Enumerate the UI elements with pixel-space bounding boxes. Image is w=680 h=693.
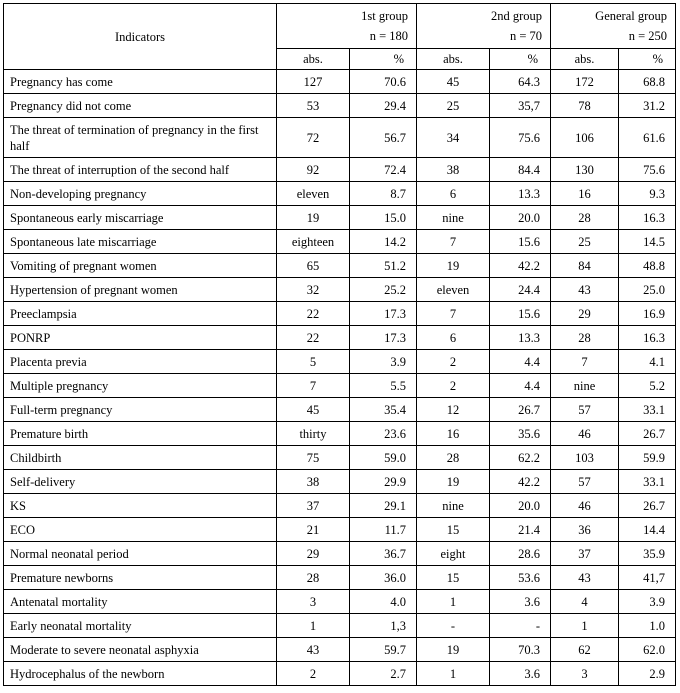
percent-cell: 51.2 (350, 254, 417, 278)
abs-cell: 25 (551, 230, 619, 254)
percent-cell: 56.7 (350, 118, 417, 158)
abs-cell: 43 (551, 566, 619, 590)
abs-cell: 34 (417, 118, 490, 158)
abs-cell: 21 (277, 518, 350, 542)
percent-cell: 14.5 (619, 230, 676, 254)
abs-cell: 1 (551, 614, 619, 638)
percent-cell: 33.1 (619, 398, 676, 422)
indicator-name: Premature birth (4, 422, 277, 446)
indicator-name: Self-delivery (4, 470, 277, 494)
abs-cell: 1 (277, 614, 350, 638)
abs-cell: 1 (417, 590, 490, 614)
percent-cell: 42.2 (490, 470, 551, 494)
header-row-groups (4, 4, 676, 49)
table-row (4, 590, 676, 614)
percent-header: % (490, 49, 551, 70)
abs-cell: 84 (551, 254, 619, 278)
table-row (4, 94, 676, 118)
abs-header: abs. (277, 49, 350, 70)
abs-cell: 103 (551, 446, 619, 470)
percent-cell: 25.2 (350, 278, 417, 302)
indicator-name: Pregnancy did not come (4, 94, 277, 118)
abs-cell: 57 (551, 470, 619, 494)
indicator-name: Antenatal mortality (4, 590, 277, 614)
table-row (4, 374, 676, 398)
percent-cell: - (490, 614, 551, 638)
percent-cell: 16.3 (619, 206, 676, 230)
table-row (4, 518, 676, 542)
percent-cell: 3.6 (490, 590, 551, 614)
percent-cell: 24.4 (490, 278, 551, 302)
abs-cell: nine (551, 374, 619, 398)
abs-cell: 37 (277, 494, 350, 518)
table-row (4, 614, 676, 638)
abs-cell: 28 (551, 206, 619, 230)
abs-cell: 25 (417, 94, 490, 118)
percent-cell: 70.3 (490, 638, 551, 662)
abs-cell: 46 (551, 494, 619, 518)
table-row (4, 118, 676, 158)
percent-cell: 28.6 (490, 542, 551, 566)
table-row (4, 638, 676, 662)
percent-cell: 5.2 (619, 374, 676, 398)
percent-cell: 59.0 (350, 446, 417, 470)
indicators-table (3, 3, 676, 686)
indicator-name: Childbirth (4, 446, 277, 470)
indicator-name: Preeclampsia (4, 302, 277, 326)
percent-cell: 70.6 (350, 70, 417, 94)
indicator-name: Moderate to severe neonatal asphyxia (4, 638, 277, 662)
table-row (4, 206, 676, 230)
percent-cell: 25.0 (619, 278, 676, 302)
abs-cell: nine (417, 494, 490, 518)
percent-cell: 35,7 (490, 94, 551, 118)
percent-cell: 20.0 (490, 206, 551, 230)
abs-cell: 29 (277, 542, 350, 566)
percent-cell: 36.7 (350, 542, 417, 566)
indicator-name: Multiple pregnancy (4, 374, 277, 398)
abs-cell: 7 (277, 374, 350, 398)
percent-cell: 64.3 (490, 70, 551, 94)
percent-cell: 16.3 (619, 326, 676, 350)
indicator-name: Early neonatal mortality (4, 614, 277, 638)
abs-cell: 4 (551, 590, 619, 614)
table-row (4, 326, 676, 350)
abs-header: abs. (551, 49, 619, 70)
indicator-name: Vomiting of pregnant women (4, 254, 277, 278)
abs-cell: nine (417, 206, 490, 230)
group-1-title: 1st group (361, 9, 408, 23)
percent-cell: 3.9 (350, 350, 417, 374)
percent-cell: 42.2 (490, 254, 551, 278)
percent-cell: 4.4 (490, 374, 551, 398)
table-row (4, 278, 676, 302)
abs-cell: - (417, 614, 490, 638)
percent-cell: 4.0 (350, 590, 417, 614)
abs-cell: 7 (417, 230, 490, 254)
indicator-name: Non-developing pregnancy (4, 182, 277, 206)
abs-cell: 28 (417, 446, 490, 470)
abs-cell: 38 (277, 470, 350, 494)
percent-cell: 75.6 (619, 158, 676, 182)
indicator-name: Normal neonatal period (4, 542, 277, 566)
percent-cell: 48.8 (619, 254, 676, 278)
table-row (4, 542, 676, 566)
group-2-title: 2nd group (490, 9, 543, 23)
group-2-header (417, 4, 551, 49)
table-row (4, 566, 676, 590)
percent-cell: 35.9 (619, 542, 676, 566)
percent-cell: 14.2 (350, 230, 417, 254)
percent-cell: 15.6 (490, 230, 551, 254)
abs-cell: 7 (417, 302, 490, 326)
percent-cell: 3.6 (490, 662, 551, 686)
percent-cell: 36.0 (350, 566, 417, 590)
percent-cell: 9.3 (619, 182, 676, 206)
abs-cell: 57 (551, 398, 619, 422)
indicator-name: Premature newborns (4, 566, 277, 590)
abs-cell: thirty (277, 422, 350, 446)
abs-cell: 29 (551, 302, 619, 326)
abs-cell: 2 (417, 374, 490, 398)
group-general-title: General group (595, 9, 668, 23)
percent-header: % (350, 49, 417, 70)
abs-cell: 15 (417, 518, 490, 542)
abs-cell: 45 (417, 70, 490, 94)
table-row (4, 182, 676, 206)
percent-cell: 68.8 (619, 70, 676, 94)
percent-cell: 62.0 (619, 638, 676, 662)
abs-cell: 3 (551, 662, 619, 686)
abs-cell: eighteen (277, 230, 350, 254)
percent-cell: 5.5 (350, 374, 417, 398)
percent-cell: 3.9 (619, 590, 676, 614)
abs-cell: 1 (417, 662, 490, 686)
percent-cell: 26.7 (619, 422, 676, 446)
percent-cell: 15.0 (350, 206, 417, 230)
abs-cell: 5 (277, 350, 350, 374)
abs-cell: 36 (551, 518, 619, 542)
indicator-name: ECO (4, 518, 277, 542)
abs-cell: 19 (277, 206, 350, 230)
percent-cell: 35.6 (490, 422, 551, 446)
percent-cell: 16.9 (619, 302, 676, 326)
percent-cell: 53.6 (490, 566, 551, 590)
indicator-name: PONRP (4, 326, 277, 350)
abs-cell: eleven (277, 182, 350, 206)
table-row (4, 398, 676, 422)
abs-cell: 19 (417, 254, 490, 278)
percent-cell: 29.4 (350, 94, 417, 118)
abs-cell: 16 (551, 182, 619, 206)
table-row (4, 422, 676, 446)
indicator-name: Full-term pregnancy (4, 398, 277, 422)
table-row (4, 470, 676, 494)
percent-cell: 41,7 (619, 566, 676, 590)
percent-cell: 62.2 (490, 446, 551, 470)
percent-cell: 20.0 (490, 494, 551, 518)
percent-cell: 59.9 (619, 446, 676, 470)
table-row (4, 494, 676, 518)
percent-cell: 4.1 (619, 350, 676, 374)
table-row (4, 70, 676, 94)
abs-cell: 32 (277, 278, 350, 302)
abs-cell: 3 (277, 590, 350, 614)
percent-cell: 84.4 (490, 158, 551, 182)
table-body (4, 70, 676, 686)
abs-cell: 127 (277, 70, 350, 94)
percent-cell: 17.3 (350, 302, 417, 326)
abs-cell: 45 (277, 398, 350, 422)
abs-cell: 43 (551, 278, 619, 302)
indicators-header: Indicators (4, 4, 277, 70)
abs-cell: 78 (551, 94, 619, 118)
abs-cell: 62 (551, 638, 619, 662)
percent-cell: 23.6 (350, 422, 417, 446)
percent-cell: 8.7 (350, 182, 417, 206)
group-1-n: n = 180 (369, 29, 408, 43)
percent-cell: 21.4 (490, 518, 551, 542)
abs-cell: 28 (551, 326, 619, 350)
percent-cell: 26.7 (490, 398, 551, 422)
group-general-header (551, 4, 676, 49)
abs-cell: 19 (417, 638, 490, 662)
abs-cell: 38 (417, 158, 490, 182)
percent-cell: 29.1 (350, 494, 417, 518)
table-row (4, 350, 676, 374)
group-2-n: n = 70 (509, 29, 543, 43)
percent-header: % (619, 49, 676, 70)
abs-cell: 65 (277, 254, 350, 278)
abs-cell: 2 (277, 662, 350, 686)
abs-cell: 6 (417, 326, 490, 350)
abs-cell: 53 (277, 94, 350, 118)
indicator-name: The threat of interruption of the second half (4, 158, 277, 182)
abs-cell: 12 (417, 398, 490, 422)
abs-cell: 172 (551, 70, 619, 94)
indicator-name: Hydrocephalus of the newborn (4, 662, 277, 686)
table-row (4, 446, 676, 470)
indicator-name: KS (4, 494, 277, 518)
percent-cell: 13.3 (490, 326, 551, 350)
percent-cell: 17.3 (350, 326, 417, 350)
abs-cell: 37 (551, 542, 619, 566)
group-1-header (277, 4, 417, 49)
group-general-n: n = 250 (628, 29, 668, 43)
abs-cell: 7 (551, 350, 619, 374)
indicator-name: Placenta previa (4, 350, 277, 374)
percent-cell: 26.7 (619, 494, 676, 518)
abs-cell: 46 (551, 422, 619, 446)
percent-cell: 61.6 (619, 118, 676, 158)
percent-cell: 11.7 (350, 518, 417, 542)
table-row (4, 230, 676, 254)
abs-cell: 106 (551, 118, 619, 158)
percent-cell: 59.7 (350, 638, 417, 662)
abs-cell: 22 (277, 302, 350, 326)
percent-cell: 14.4 (619, 518, 676, 542)
abs-cell: 75 (277, 446, 350, 470)
table-row (4, 158, 676, 182)
percent-cell: 2.9 (619, 662, 676, 686)
abs-cell: 16 (417, 422, 490, 446)
abs-cell: 6 (417, 182, 490, 206)
percent-cell: 75.6 (490, 118, 551, 158)
percent-cell: 72.4 (350, 158, 417, 182)
abs-cell: 28 (277, 566, 350, 590)
abs-cell: eight (417, 542, 490, 566)
abs-cell: 43 (277, 638, 350, 662)
percent-cell: 13.3 (490, 182, 551, 206)
abs-cell: eleven (417, 278, 490, 302)
percent-cell: 31.2 (619, 94, 676, 118)
abs-cell: 19 (417, 470, 490, 494)
percent-cell: 15.6 (490, 302, 551, 326)
percent-cell: 1.0 (619, 614, 676, 638)
percent-cell: 4.4 (490, 350, 551, 374)
indicator-name: The threat of termination of pregnancy in the first half (4, 118, 277, 158)
indicator-name: Spontaneous late miscarriage (4, 230, 277, 254)
percent-cell: 33.1 (619, 470, 676, 494)
percent-cell: 29.9 (350, 470, 417, 494)
table-row (4, 662, 676, 686)
indicator-name: Pregnancy has come (4, 70, 277, 94)
abs-cell: 92 (277, 158, 350, 182)
abs-cell: 2 (417, 350, 490, 374)
abs-cell: 22 (277, 326, 350, 350)
abs-cell: 15 (417, 566, 490, 590)
indicator-name: Hypertension of pregnant women (4, 278, 277, 302)
table-row (4, 302, 676, 326)
abs-cell: 130 (551, 158, 619, 182)
percent-cell: 2.7 (350, 662, 417, 686)
table-row (4, 254, 676, 278)
abs-header: abs. (417, 49, 490, 70)
indicator-name: Spontaneous early miscarriage (4, 206, 277, 230)
abs-cell: 72 (277, 118, 350, 158)
percent-cell: 35.4 (350, 398, 417, 422)
percent-cell: 1,3 (350, 614, 417, 638)
